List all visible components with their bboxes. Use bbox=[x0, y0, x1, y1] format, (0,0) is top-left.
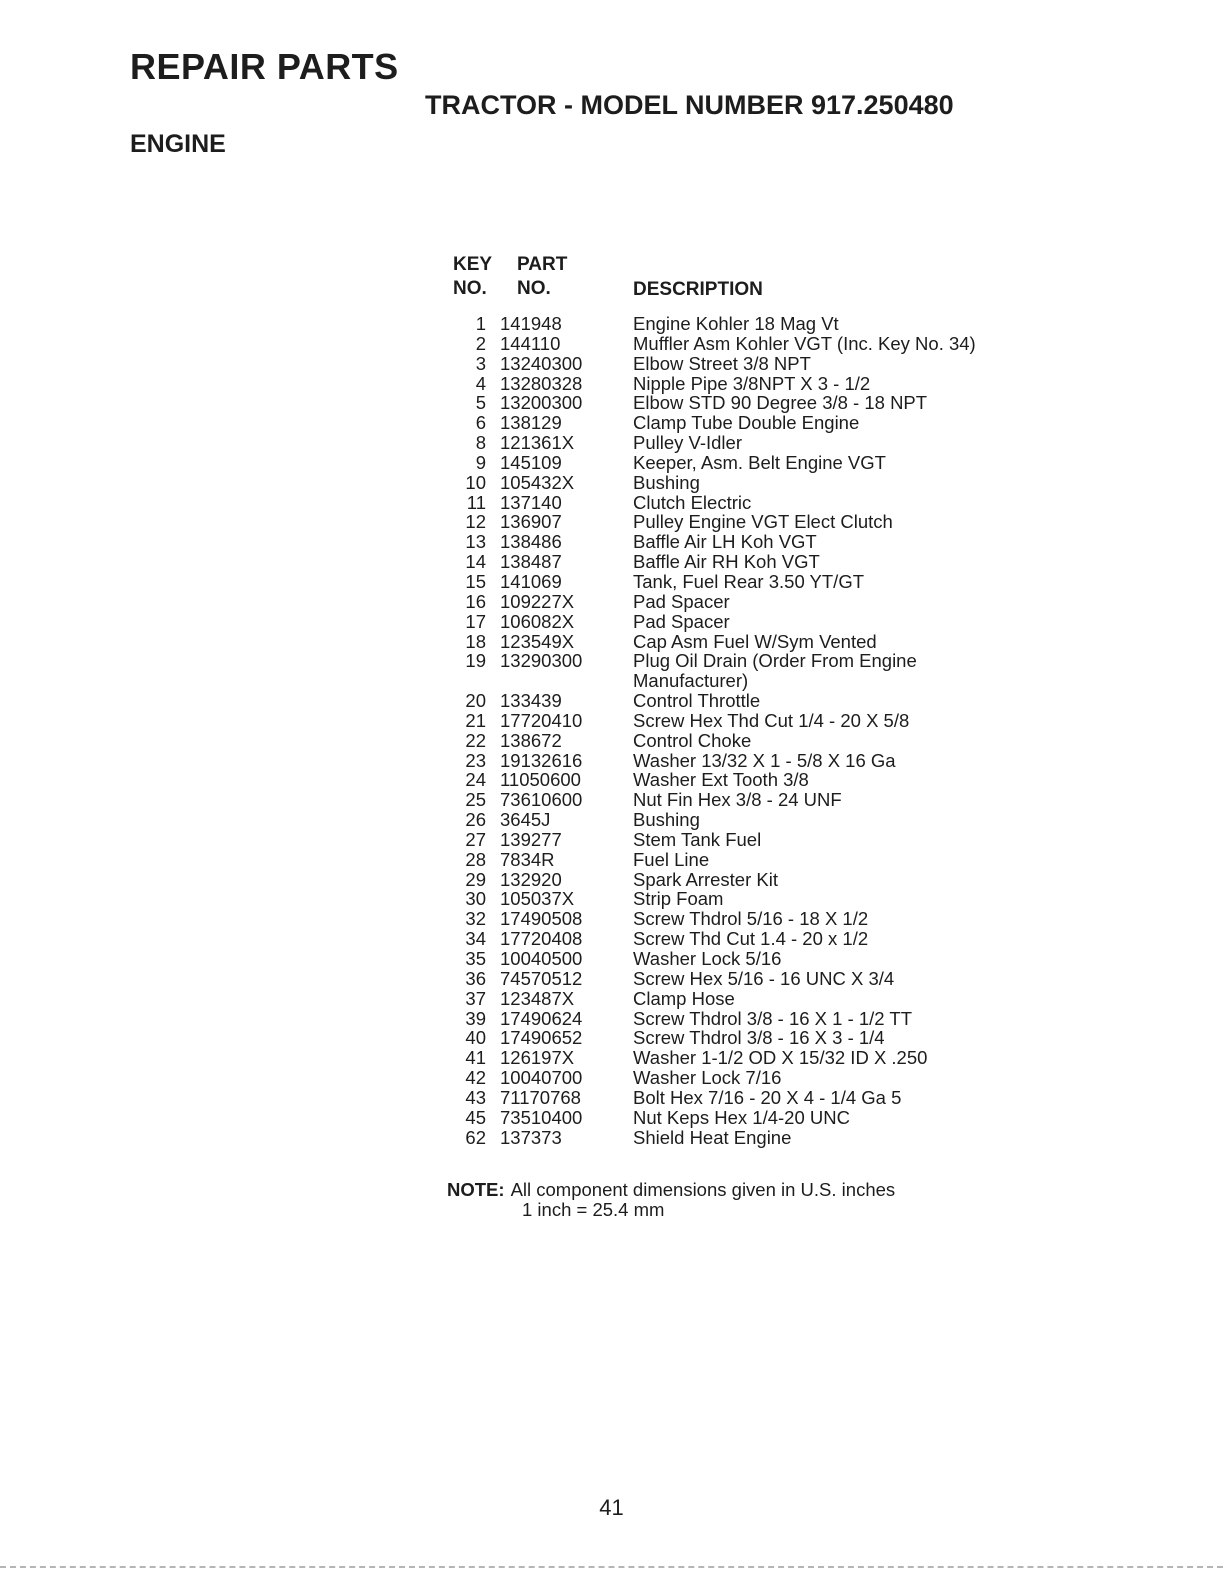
description-cell: Baffle Air RH Koh VGT bbox=[633, 551, 820, 573]
table-row bbox=[450, 810, 1010, 830]
table-row bbox=[450, 453, 1010, 473]
part-no-cell: 17720410 bbox=[500, 709, 583, 731]
table-row bbox=[450, 830, 1010, 850]
description-cell: Washer 1-1/2 OD X 15/32 ID X .250 bbox=[633, 1047, 928, 1069]
description-cell: Pulley Engine VGT Elect Clutch bbox=[633, 511, 893, 533]
part-no-cell: 17490508 bbox=[500, 908, 583, 930]
part-no-cell: 7834R bbox=[500, 848, 555, 870]
description-cell: Fuel Line bbox=[633, 848, 710, 870]
part-no-cell: 106082X bbox=[500, 610, 575, 632]
description-cell: Screw Thdrol 3/8 - 16 X 1 - 1/2 TT bbox=[633, 1007, 912, 1029]
table-row bbox=[450, 1108, 1010, 1128]
description-cell: Shield Heat Engine bbox=[633, 1126, 792, 1148]
key-no-cell: 13 bbox=[465, 531, 486, 553]
table-row bbox=[450, 1068, 1010, 1088]
table-row bbox=[450, 314, 1010, 334]
table-row bbox=[450, 512, 1010, 532]
part-no-cell: 136907 bbox=[500, 511, 562, 533]
description-cell: Pad Spacer bbox=[633, 590, 730, 612]
key-no-cell: 22 bbox=[465, 729, 486, 751]
description-cell: Washer 13/32 X 1 - 5/8 X 16 Ga bbox=[633, 749, 896, 771]
table-row bbox=[450, 850, 1010, 870]
description-cell: Control Choke bbox=[633, 729, 752, 751]
part-no-cell: 105432X bbox=[500, 471, 575, 493]
part-no-cell: 17490624 bbox=[500, 1007, 583, 1029]
description-column-header: DESCRIPTION bbox=[633, 279, 763, 300]
key-no-cell: 18 bbox=[465, 630, 486, 652]
part-header-top: PART bbox=[517, 254, 568, 275]
description-cell: Washer Ext Tooth 3/8 bbox=[633, 769, 809, 791]
part-no-cell: 74570512 bbox=[500, 967, 583, 989]
note-text: All component dimensions given in U.S. inches bbox=[510, 1179, 896, 1200]
key-header-top: KEY bbox=[453, 254, 493, 275]
key-no-cell: 43 bbox=[465, 1086, 486, 1108]
table-row bbox=[450, 493, 1010, 513]
key-no-cell: 45 bbox=[465, 1106, 486, 1128]
table-row bbox=[450, 1088, 1010, 1108]
table-row bbox=[450, 929, 1010, 949]
note bbox=[447, 1179, 896, 1220]
part-no-cell: 13280328 bbox=[500, 372, 583, 394]
description-cell: Nut Fin Hex 3/8 - 24 UNF bbox=[633, 789, 842, 811]
part-no-cell: 11050600 bbox=[500, 769, 581, 791]
part-no-cell: 19132616 bbox=[500, 749, 583, 771]
key-no-cell: 12 bbox=[465, 511, 486, 533]
key-no-cell: 29 bbox=[465, 868, 486, 890]
description-cell: Clutch Electric bbox=[633, 491, 752, 513]
key-no-cell: 42 bbox=[465, 1067, 486, 1089]
part-no-cell: 144110 bbox=[500, 332, 561, 354]
table-row bbox=[450, 870, 1010, 890]
part-no-cell: 123487X bbox=[500, 987, 575, 1009]
table-row bbox=[450, 612, 1010, 632]
key-no-cell: 17 bbox=[465, 610, 486, 632]
part-no-cell: 71170768 bbox=[500, 1086, 581, 1108]
description-cell: Screw Thd Cut 1.4 - 20 x 1/2 bbox=[633, 928, 869, 950]
key-no-cell: 41 bbox=[465, 1047, 486, 1069]
description-cell: Washer Lock 7/16 bbox=[633, 1067, 782, 1089]
part-no-cell: 13240300 bbox=[500, 352, 583, 374]
part-no-cell: 17490652 bbox=[500, 1027, 583, 1049]
description-cell: Strip Foam bbox=[633, 888, 724, 910]
description-cell: Elbow Street 3/8 NPT bbox=[633, 352, 811, 374]
table-row bbox=[450, 632, 1010, 652]
key-no-cell: 27 bbox=[465, 828, 486, 850]
description-cell: Control Throttle bbox=[633, 690, 761, 712]
key-no-cell: 28 bbox=[465, 848, 486, 870]
table-row bbox=[450, 949, 1010, 969]
key-no-cell: 26 bbox=[465, 809, 486, 831]
table-row bbox=[450, 1028, 1010, 1048]
part-no-cell: 145109 bbox=[500, 451, 562, 473]
model-number-heading: TRACTOR - MODEL NUMBER 917.250480 bbox=[425, 90, 954, 120]
description-cell: Pulley V-Idler bbox=[633, 432, 742, 454]
key-no-cell: 23 bbox=[465, 749, 486, 771]
table-row bbox=[450, 989, 1010, 1009]
key-no-cell: 6 bbox=[475, 412, 486, 434]
description-cell: Bushing bbox=[633, 809, 700, 831]
part-no-cell: 73510400 bbox=[500, 1106, 583, 1128]
description-cell: Bushing bbox=[633, 471, 700, 493]
key-no-cell: 3 bbox=[475, 352, 486, 374]
key-no-cell: 10 bbox=[465, 471, 486, 493]
part-no-cell: 13200300 bbox=[500, 392, 583, 414]
part-no-cell: 3645J bbox=[500, 809, 551, 831]
table-row bbox=[450, 731, 1010, 751]
description-cell: Baffle Air LH Koh VGT bbox=[633, 531, 817, 553]
table-row bbox=[450, 532, 1010, 552]
part-no-column-header bbox=[517, 253, 607, 301]
table-row bbox=[450, 909, 1010, 929]
description-cell: Screw Thdrol 3/8 - 16 X 3 - 1/4 bbox=[633, 1027, 885, 1049]
table-row bbox=[450, 592, 1010, 612]
key-no-cell: 40 bbox=[465, 1027, 486, 1049]
table-row bbox=[450, 413, 1010, 433]
key-no-cell: 24 bbox=[465, 769, 486, 791]
description-cell: Spark Arrester Kit bbox=[633, 868, 778, 890]
part-no-cell: 138672 bbox=[500, 729, 562, 751]
key-no-cell: 19 bbox=[465, 650, 486, 672]
description-cell: Keeper, Asm. Belt Engine VGT bbox=[633, 451, 886, 473]
description-cell: Nut Keps Hex 1/4-20 UNC bbox=[633, 1106, 850, 1128]
description-cell: Screw Hex Thd Cut 1/4 - 20 X 5/8 bbox=[633, 709, 910, 731]
part-no-cell: 132920 bbox=[500, 868, 562, 890]
note-conversion: 1 inch = 25.4 mm bbox=[522, 1199, 665, 1220]
table-row bbox=[450, 374, 1010, 394]
table-row bbox=[450, 751, 1010, 771]
table-row bbox=[450, 790, 1010, 810]
part-header-bottom: NO. bbox=[517, 278, 551, 299]
table-row bbox=[450, 770, 1010, 790]
table-row bbox=[450, 889, 1010, 909]
description-cell: Bolt Hex 7/16 - 20 X 4 - 1/4 Ga 5 bbox=[633, 1086, 902, 1108]
part-no-cell: 138487 bbox=[500, 551, 562, 573]
description-cell: Muffler Asm Kohler VGT (Inc. Key No. 34) bbox=[633, 332, 976, 354]
table-row bbox=[450, 1128, 1010, 1148]
part-no-cell: 137140 bbox=[500, 491, 562, 513]
table-row bbox=[450, 354, 1010, 374]
key-no-cell: 34 bbox=[465, 928, 486, 950]
note-label: NOTE: bbox=[447, 1179, 505, 1200]
table-row bbox=[450, 334, 1010, 354]
table-row bbox=[450, 711, 1010, 731]
key-no-cell: 8 bbox=[475, 432, 486, 454]
bottom-divider bbox=[0, 1566, 1223, 1568]
part-no-cell: 139277 bbox=[500, 828, 562, 850]
part-no-cell: 10040500 bbox=[500, 948, 583, 969]
description-cell: Cap Asm Fuel W/Sym Vented bbox=[633, 630, 877, 652]
description-cell: Nipple Pipe 3/8NPT X 3 - 1/2 bbox=[633, 372, 871, 394]
table-row bbox=[450, 393, 1010, 413]
key-no-cell: 62 bbox=[465, 1126, 486, 1148]
key-no-cell: 16 bbox=[465, 590, 486, 612]
description-cell: Stem Tank Fuel bbox=[633, 828, 762, 850]
key-no-cell: 39 bbox=[465, 1007, 486, 1029]
table-row bbox=[450, 969, 1010, 989]
description-cell: Plug Oil Drain (Order From Engine Manufacturer) bbox=[633, 650, 917, 692]
key-no-cell: 20 bbox=[465, 690, 486, 712]
part-no-cell: 121361X bbox=[500, 432, 575, 454]
key-no-cell: 2 bbox=[475, 332, 486, 354]
table-row bbox=[450, 572, 1010, 592]
key-no-cell: 15 bbox=[465, 570, 486, 592]
key-no-cell: 4 bbox=[475, 372, 486, 394]
description-cell: Clamp Hose bbox=[633, 987, 735, 1009]
section-heading: ENGINE bbox=[130, 130, 226, 158]
description-cell: Screw Thdrol 5/16 - 18 X 1/2 bbox=[633, 908, 869, 930]
part-no-cell: 10040700 bbox=[500, 1067, 583, 1089]
part-no-cell: 17720408 bbox=[500, 928, 583, 950]
part-no-cell: 13290300 bbox=[500, 650, 583, 672]
key-no-cell: 37 bbox=[465, 987, 486, 1009]
part-no-cell: 123549X bbox=[500, 630, 575, 652]
parts-table-body bbox=[450, 314, 1010, 1147]
key-no-cell: 25 bbox=[465, 789, 486, 811]
key-no-cell: 32 bbox=[465, 908, 486, 930]
key-no-cell: 21 bbox=[465, 709, 486, 731]
part-no-cell: 105037X bbox=[500, 888, 575, 910]
table-row bbox=[450, 691, 1010, 711]
part-no-cell: 126197X bbox=[500, 1047, 575, 1069]
key-no-cell: 11 bbox=[466, 491, 486, 513]
key-header-bottom: NO. bbox=[453, 278, 487, 299]
part-no-cell: 133439 bbox=[500, 690, 562, 712]
key-no-cell: 1 bbox=[475, 313, 486, 334]
page-number: 41 bbox=[599, 1495, 624, 1520]
key-no-cell: 9 bbox=[475, 451, 486, 473]
part-no-cell: 138486 bbox=[500, 531, 562, 553]
key-no-cell: 30 bbox=[465, 888, 486, 910]
description-cell: Washer Lock 5/16 bbox=[633, 948, 782, 969]
key-no-cell: 14 bbox=[465, 551, 486, 573]
page-title: REPAIR PARTS bbox=[130, 46, 399, 87]
part-no-cell: 137373 bbox=[500, 1126, 562, 1148]
part-no-cell: 141948 bbox=[500, 313, 562, 334]
description-cell: Tank, Fuel Rear 3.50 YT/GT bbox=[633, 570, 865, 592]
key-no-cell: 36 bbox=[465, 967, 486, 989]
part-no-cell: 141069 bbox=[500, 570, 562, 592]
part-no-cell: 73610600 bbox=[500, 789, 583, 811]
part-no-cell: 138129 bbox=[500, 412, 562, 434]
table-row bbox=[450, 433, 1010, 453]
table-row bbox=[450, 1048, 1010, 1068]
description-cell: Clamp Tube Double Engine bbox=[633, 412, 860, 434]
key-no-cell: 5 bbox=[475, 392, 486, 414]
description-cell: Engine Kohler 18 Mag Vt bbox=[633, 313, 839, 334]
description-cell: Elbow STD 90 Degree 3/8 - 18 NPT bbox=[633, 392, 928, 414]
table-row bbox=[450, 552, 1010, 572]
parts-table bbox=[450, 314, 1010, 1147]
table-row bbox=[450, 1009, 1010, 1029]
table-row bbox=[450, 473, 1010, 493]
key-no-column-header bbox=[453, 253, 513, 301]
table-row bbox=[450, 651, 1010, 691]
description-cell: Pad Spacer bbox=[633, 610, 730, 632]
part-no-cell: 109227X bbox=[500, 590, 575, 612]
description-cell: Screw Hex 5/16 - 16 UNC X 3/4 bbox=[633, 967, 895, 989]
key-no-cell: 35 bbox=[465, 948, 486, 969]
